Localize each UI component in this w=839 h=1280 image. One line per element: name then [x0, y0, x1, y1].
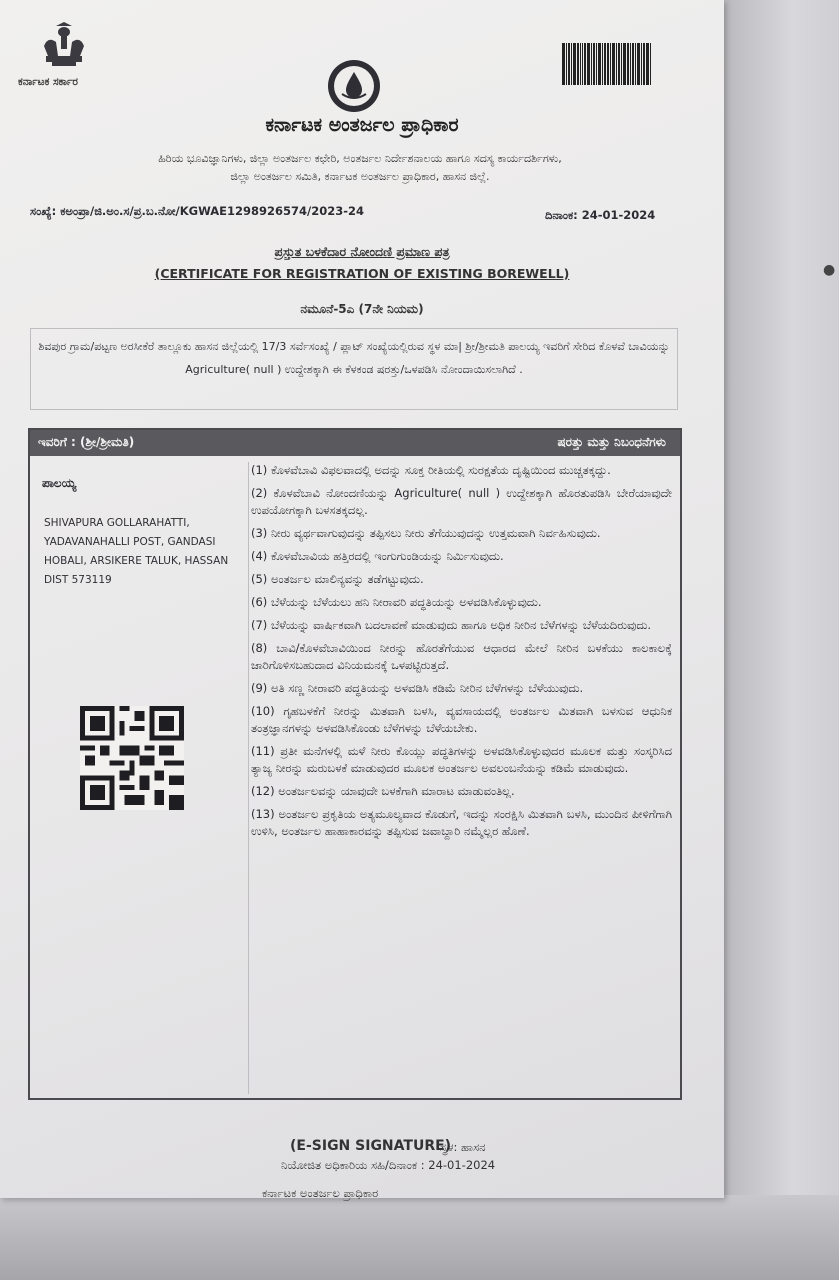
government-name: ಕರ್ನಾಟಕ ಸರ್ಕಾರ [18, 76, 78, 88]
form-number: ನಮೂನೆ-5ಎ (7ನೇ ನಿಯಮ) [300, 302, 424, 316]
owner-address: SHIVAPURA GOLLARAHATTI, YADAVANAHALLI POST, GANDASI HOBALI, ARSIKERE TALUK, HASSAN DIST 573119 [44, 517, 229, 586]
condition-item: (13) ಅಂತರ್ಜಲ ಪ್ರಕೃತಿಯ ಅತ್ಯಮೂಲ್ಯವಾದ ಕೊಡುಗೆ, ಇದನ್ನು ಸಂರಕ್ಷಿಸಿ ಮಿತವಾಗಿ ಬಳಸಿ, ಮುಂದಿನ ಪೀಳಿಗೆಗಾಗಿ ಉಳಿಸಿ, ಅಂತರ್ಜಲ ಹಾಹಾಕಾರವನ್ನು ತಪ್ಪಿಸುವ ಜವಾಬ್ದಾರಿ ನಮ್ಮೆಲ್ಲರ ಹೊಣೆ. [251, 807, 672, 838]
signature-date: ನಿಯೋಜಿತ ಅಧಿಕಾರಿಯ ಸಹಿ/ದಿನಾಂಕ : 24-01-2024 [281, 1158, 496, 1172]
condition-item: (11) ಪ್ರತೀ ಮನೆಗಳಲ್ಲಿ ಮಳೆ ನೀರು ಕೊಯ್ಲು ಪದ್ಧತಿಗಳನ್ನು ಅಳವಡಿಸಿಕೊಳ್ಳುವುದರ ಮೂಲಕ ಮತ್ತು ಸಂಸ್ಕರಿಸಿದ ತ್ಯಾಜ್ಯ ನೀರನ್ನು ಮರುಬಳಕೆ ಮಾಡುವುದರ ಮೂಲಕ ಅಂತರ್ಜಲ ಅವಲಂಬನೆಯನ್ನು ಕಡಿಮೆ ಮಾಡುವುದು. [251, 744, 672, 775]
condition-item: (4) ಕೊಳವೆಬಾವಿಯ ಹತ್ತಿರದಲ್ಲಿ ಇಂಗುಗುಂಡಿಯನ್ನು ನಿರ್ಮಿಸುವುದು. [251, 549, 504, 563]
signature-place: ಸ್ಥಳ: ಹಾಸನ [440, 1140, 486, 1154]
issue-date: ದಿನಾಂಕ: 24-01-2024 [545, 208, 656, 222]
reference-number: ಸಂಖ್ಯೆ: ಕಅಂಪ್ರಾ/ಜಿ.ಅಂ.ಸ/ಪ್ರ.ಬ.ನೋ/KGWAE1298926574/2023-24 [30, 204, 365, 218]
intro-paragraph: ಶಿವಪುರ ಗ್ರಾಮ/ಪಟ್ಟಣ ಅರಸೀಕೆರೆ ತಾಲ್ಲೂಕು ಹಾಸನ ಜಿಲ್ಲೆಯಲ್ಲಿ 17/3 ಸರ್ವೆಸಂಖ್ಯೆ / ಪ್ಲಾಟ್ ಸಂಖ್ಯೆಯಲ್ಲಿರುವ ಸ್ಥಳ ಮಾ| ಶ್ರೀ/ಶ್ರೀಮತಿ ಪಾಲಯ್ಯ ಇವರಿಗೆ ಸೇರಿದ ಕೊಳವೆ ಬಾವಿಯನ್ನು Agriculture( null ) ಉದ್ದೇಶಕ್ಕಾಗಿ ಈ ಕೆಳಕಂಡ ಷರತ್ತು/ಒಳಪಡಿಸಿ ನೋಂದಾಯಿಸಲಾಗಿದೆ . [30, 328, 678, 410]
owner-conditions-box [28, 428, 682, 1100]
to-label: ಇವರಿಗೆ : (ಶ್ರೀ/ಶ್ರೀಮತಿ) [38, 435, 135, 449]
conditions-heading: ಷರತ್ತು ಮತ್ತು ನಿಬಂಧನೆಗಳು [557, 435, 666, 449]
condition-item: (5) ಅಂತರ್ಜಲ ಮಾಲಿನ್ಯವನ್ನು ತಡೆಗಟ್ಟುವುದು. [251, 572, 424, 586]
signature-organization: ಕರ್ನಾಟಕ ಅಂತರ್ಜಲ ಪ್ರಾಧಿಕಾರ [262, 1186, 379, 1200]
subtitle-line-1: ಹಿರಿಯ ಭೂವಿಜ್ಞಾನಿಗಳು, ಜಿಲ್ಲಾ ಅಂತರ್ಜಲ ಕಛೇರಿ, ಅಂತರ್ಜಲ ನಿರ್ದೇಶನಾಲಯ ಹಾಗೂ ಸದಸ್ಯ ಕಾರ್ಯದರ್ಶಿಗಳು, [158, 152, 562, 165]
karnataka-emblem-icon [34, 22, 94, 72]
background-right [722, 0, 839, 1280]
box-header [30, 430, 680, 456]
condition-item: (6) ಬೆಳೆಯನ್ನು ಬೆಳೆಯಲು ಹನಿ ನೀರಾವರಿ ಪದ್ಧತಿಯನ್ನು ಅಳವಡಿಸಿಕೊಳ್ಳುವುದು. [251, 595, 542, 609]
certificate-title-english: (CERTIFICATE FOR REGISTRATION OF EXISTING BOREWELL) [154, 266, 570, 281]
condition-item: (10) ಗೃಹಬಳಕೆಗೆ ನೀರನ್ನು ಮಿತವಾಗಿ ಬಳಸಿ, ವ್ಯವಸಾಯದಲ್ಲಿ ಅಂತರ್ಜಲ ಮಿತವಾಗಿ ಬಳಸುವ ಆಧುನಿಕ ತಂತ್ರಜ್ಞಾನಗಳನ್ನು ಅಳವಡಿಸಿಕೊಂಡು ಬೆಳೆಗಳನ್ನು ಬೆಳೆಯಬೇಕು. [251, 704, 672, 735]
authority-title: ಕರ್ನಾಟಕ ಅಂತರ್ಜಲ ಪ್ರಾಧಿಕಾರ [265, 114, 459, 136]
subtitle-line-2: ಜಿಲ್ಲಾ ಅಂತರ್ಜಲ ಸಮಿತಿ, ಕರ್ನಾಟಕ ಅಂತರ್ಜಲ ಪ್ರಾಧಿಕಾರ, ಹಾಸನ ಜಿಲ್ಲೆ. [230, 170, 490, 183]
authority-subtitle [30, 150, 690, 186]
condition-item: (9) ಅತಿ ಸಣ್ಣ ನೀರಾವರಿ ಪದ್ಧತಿಯನ್ನು ಅಳವಡಿಸಿ ಕಡಿಮೆ ನೀರಿನ ಬೆಳೆಗಳನ್ನು ಬೆಳೆಯುವುದು. [251, 681, 584, 695]
esign-signature: (E-SIGN SIGNATURE) [290, 1138, 452, 1154]
condition-item: (8) ಬಾವಿ/ಕೊಳವೆಬಾವಿಯಿಂದ ನೀರನ್ನು ಹೊರತೆಗೆಯುವ ಆಧಾರದ ಮೇಲೆ ನೀರಿನ ಬಳಕೆಯು ಕಾಲಕಾಲಕ್ಕೆ ಜಾರಿಗೊಳಿಸಬಹುದಾದ ವಿನಿಯಮನಕ್ಕೆ ಒಳಪಟ್ಟಿರುತ್ತದೆ. [251, 641, 672, 672]
groundwater-authority-seal-icon [326, 58, 382, 114]
condition-item: (12) ಅಂತರ್ಜಲವನ್ನು ಯಾವುದೇ ಬಳಕೆಗಾಗಿ ಮಾರಾಟ ಮಾಡುವಂತಿಲ್ಲ. [251, 784, 515, 798]
edge-mark: ● [823, 262, 836, 278]
certificate-title-kannada: ಪ್ರಸ್ತುತ ಬಳಕೆದಾರ ನೋಂದಣಿ ಪ್ರಮಾಣ ಪತ್ರ [274, 244, 450, 259]
barcode-icon [562, 43, 662, 85]
condition-item: (7) ಬೆಳೆಯನ್ನು ವಾರ್ಷಿಕವಾಗಿ ಬದಲಾವಣೆ ಮಾಡುವುದು ಹಾಗೂ ಅಧಿಕ ನೀರಿನ ಬೆಳೆಗಳನ್ನು ಬೆಳೆಯದಿರುವುದು. [251, 618, 652, 632]
qr-code-icon [80, 706, 184, 810]
owner-name: ಪಾಲಯ್ಯ [42, 476, 77, 490]
condition-item: (3) ನೀರು ವ್ಯರ್ಥವಾಗುವುದನ್ನು ತಪ್ಪಿಸಲು ನೀರು ತೆಗೆಯುವುದನ್ನು ಉತ್ತಮವಾಗಿ ನಿರ್ವಹಿಸುವುದು. [251, 526, 601, 540]
background-bottom [0, 1195, 839, 1280]
condition-item: (2) ಕೊಳವೆಬಾವಿ ನೋಂದಣಿಯನ್ನು Agriculture( null ) ಉದ್ದೇಶಕ್ಕಾಗಿ ಹೊರತುಪಡಿಸಿ ಬೇರೆಯಾವುದೇ ಉಪಯೋಗಕ್ಕಾಗಿ ಬಳಸತಕ್ಕದಲ್ಲ. [251, 486, 672, 517]
condition-item: (1) ಕೊಳವೆಬಾವಿ ವಿಫಲವಾದಲ್ಲಿ ಅದನ್ನು ಸೂಕ್ತ ರೀತಿಯಲ್ಲಿ ಸುರಕ್ಷತೆಯ ದೃಷ್ಟಿಯಿಂದ ಮುಚ್ಚತಕ್ಕದ್ದು. [251, 463, 611, 477]
conditions-list [248, 462, 680, 1094]
